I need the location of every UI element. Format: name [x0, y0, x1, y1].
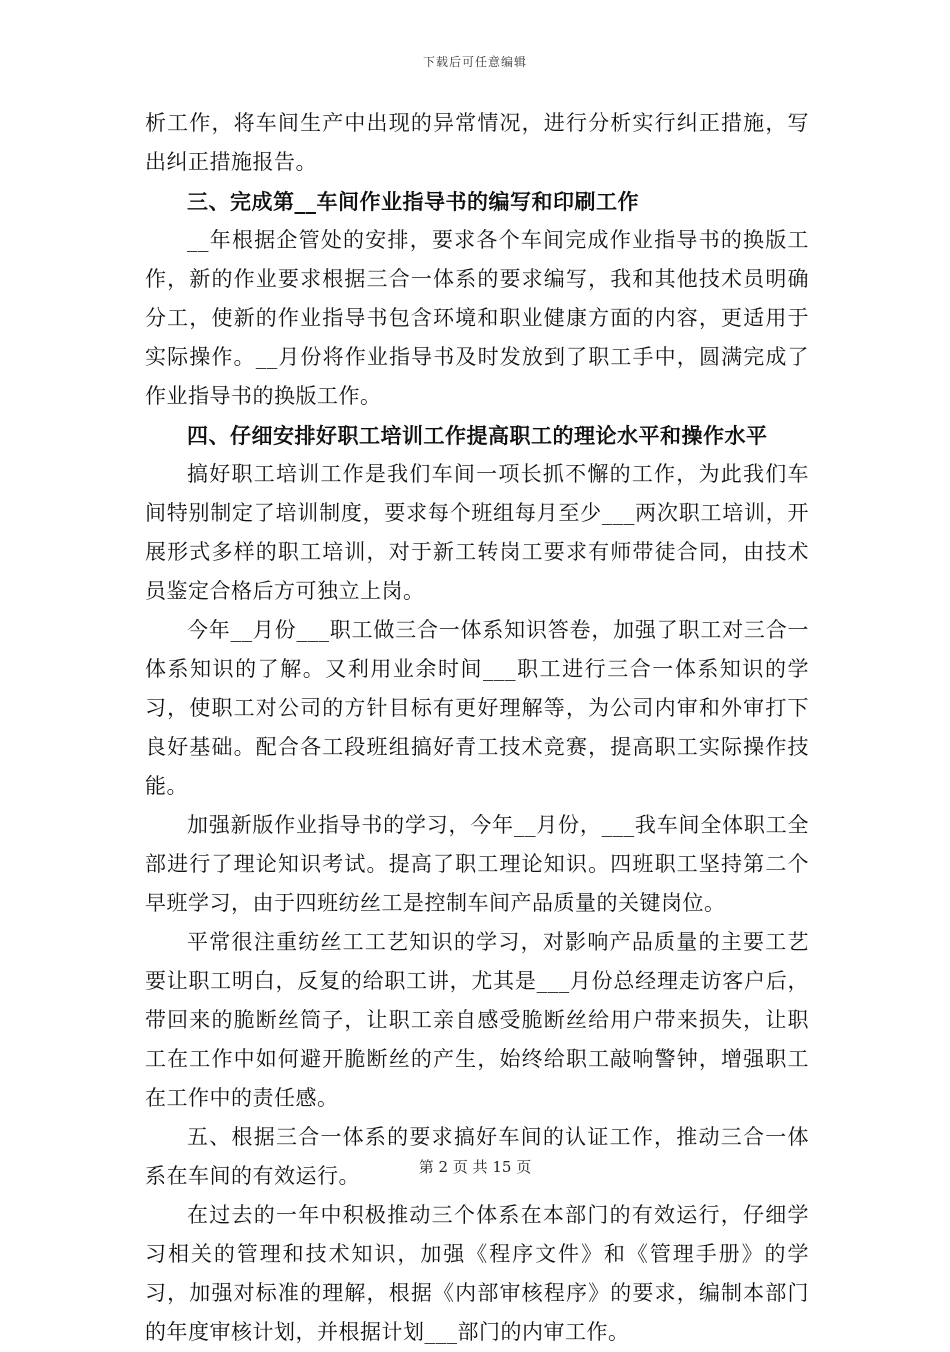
- body-paragraph: 今年__月份___职工做三合一体系知识答卷，加强了职工对三合一体系知识的了解。又利用业余时间___职工进行三合一体系知识的学习，使职工对公司的方针目标有更好理解等，为公司内审和外审打下良好基础。配合各工段班组搞好青工技术竞赛，提高职工实际操作技能。: [145, 618, 809, 798]
- body-paragraph: 搞好职工培训工作是我们车间一项长抓不懈的工作，为此我们车间特别制定了培训制度，要求每个班组每月至少___两次职工培训，开展形式多样的职工培训，对于新工转岗工要求有师带徒合同，由技术员鉴定合格后方可独立上岗。: [145, 462, 809, 603]
- body-paragraph: 加强新版作业指导书的学习，今年__月份，___我车间全体职工全部进行了理论知识考试。提高了职工理论知识。四班职工坚持第二个早班学习，由于四班纺丝工是控制车间产品质量的关键岗位。: [145, 813, 809, 915]
- body-paragraph: __年根据企管处的安排，要求各个车间完成作业指导书的换版工作，新的作业要求根据三合一体系的要求编写，我和其他技术员明确分工，使新的作业指导书包含环境和职业健康方面的内容，更适用于实际操作。__月份将作业指导书及时发放到了职工手中，圆满完成了作业指导书的换版工作。: [145, 228, 809, 408]
- section-heading: 三、完成第__车间作业指导书的编写和印刷工作: [187, 189, 639, 214]
- section-heading: 四、仔细安排好职工培训工作提高职工的理论水平和操作水平: [187, 423, 768, 448]
- body-paragraph: 在过去的一年中积极推动三个体系在本部门的有效运行，仔细学习相关的管理和技术知识，加强《程序文件》和《管理手册》的学习，加强对标准的理解，根据《内部审核程序》的要求，编制本部门的年度审核计划，并根据计划___部门的内审工作。: [145, 1203, 809, 1344]
- page-number: 第 2 页 共 15 页: [418, 1158, 532, 1176]
- page-header-note: 下载后可任意编辑: [422, 55, 527, 69]
- body-paragraph: 析工作，将车间生产中出现的异常情况，进行分析实行纠正措施，写出纠正措施报告。: [145, 111, 809, 174]
- body-paragraph: 五、根据三合一体系的要求搞好车间的认证工作，推动三合一体系在车间的有效运行。: [145, 1125, 809, 1188]
- body-paragraph: 平常很注重纺丝工工艺知识的学习，对影响产品质量的主要工艺要让职工明白，反复的给职工讲，尤其是___月份总经理走访客户后，带回来的脆断丝筒子，让职工亲自感受脆断丝给用户带来损失，让职工在工作中如何避开脆断丝的产生，始终给职工敲响警钟，增强职工在工作中的责任感。: [145, 930, 809, 1110]
